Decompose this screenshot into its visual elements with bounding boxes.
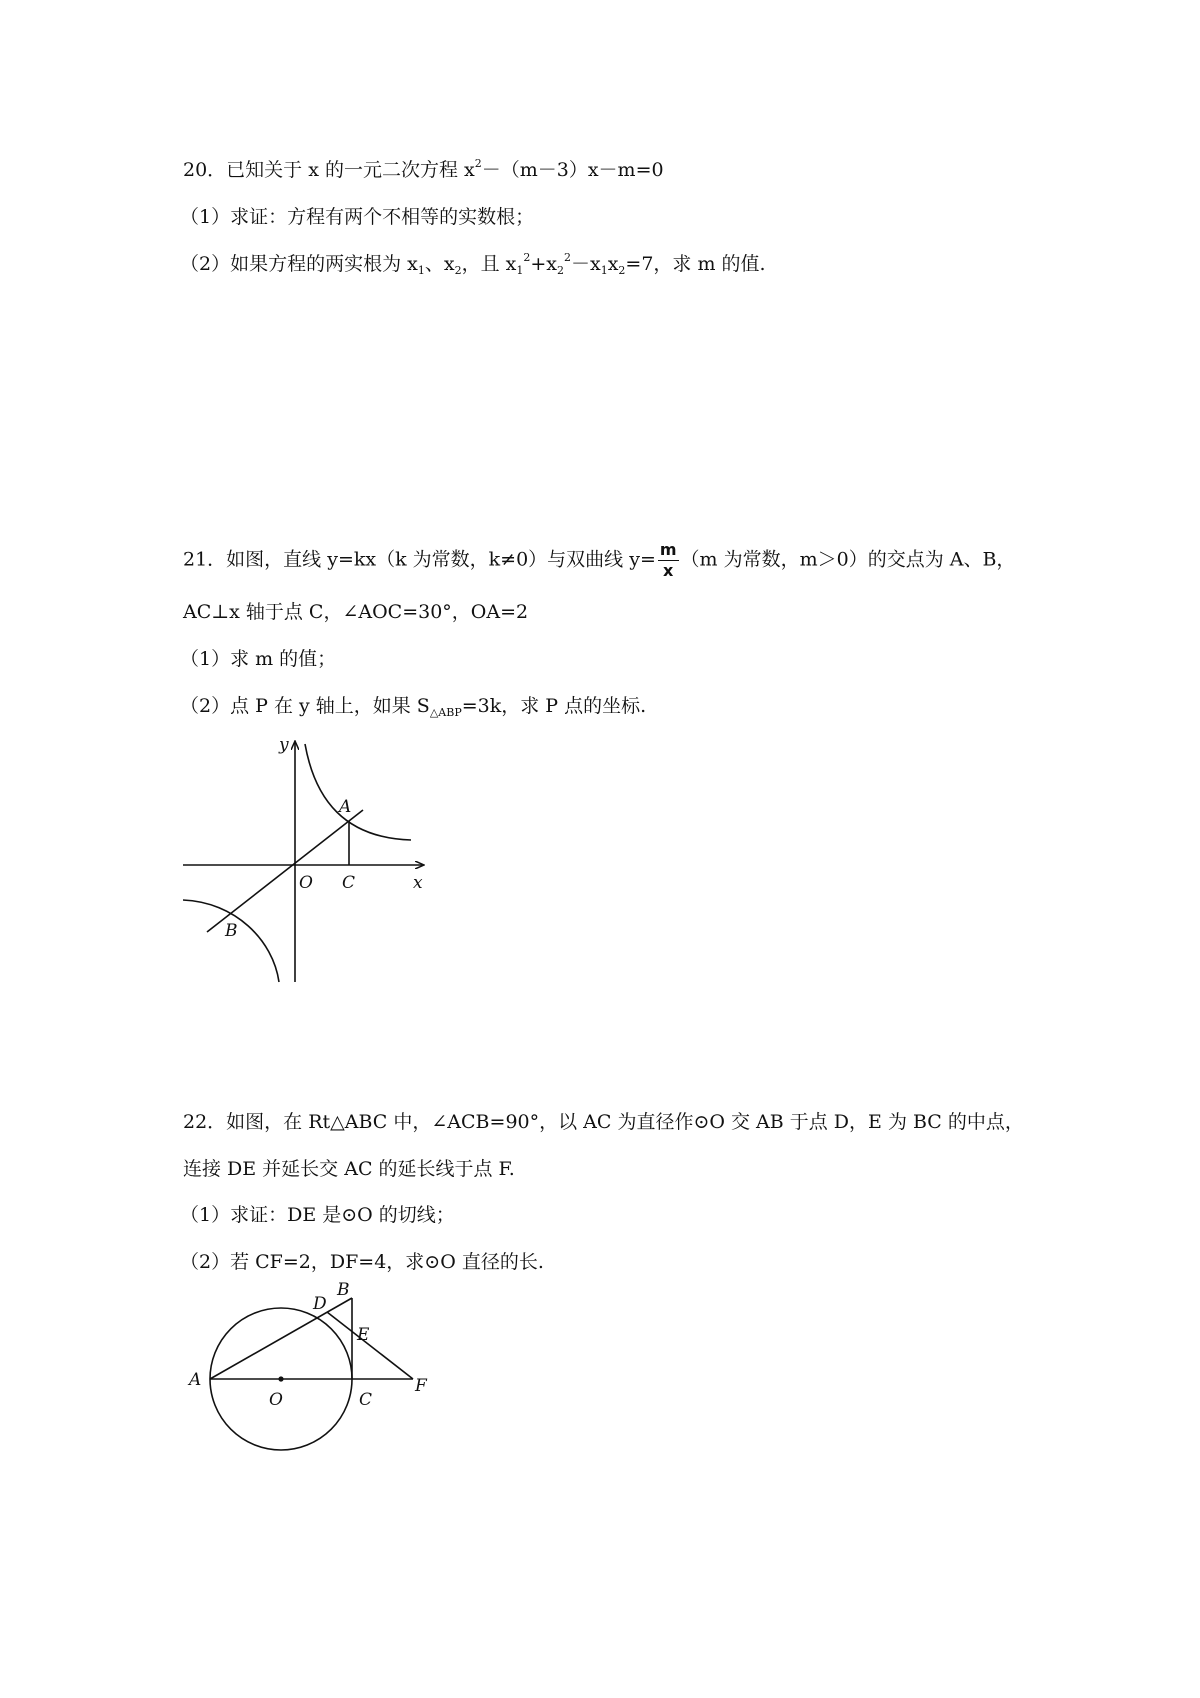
segment-AB <box>210 1298 352 1379</box>
label-C: C <box>359 1390 373 1410</box>
center-dot-O <box>278 1376 283 1381</box>
q20-stem: 20．已知关于 x 的一元二次方程 $x^2-(m-3)x-m=0$ <box>183 157 664 181</box>
label-A: A <box>339 797 352 817</box>
line-y-kx <box>207 810 363 932</box>
fraction-m-over-x: $\frac{m}{x}$ <box>659 540 677 580</box>
q22-figure <box>175 1275 445 1480</box>
q21-part2: （2）点 P 在 y 轴上，如果 $S_{\triangle ABP}=3k$，求 P 点的坐标. <box>180 695 647 719</box>
q20-part2: （2）如果方程的两实根为 $x_1$、$x_2$，且 $x_1^2+x_2^2-x_1x_2=7$，求 m 的值. <box>180 251 766 277</box>
segment-DF <box>327 1312 413 1379</box>
q22-part1: （1）求证：DE 是⊙O 的切线； <box>180 1204 455 1226</box>
label-y: y <box>279 735 289 755</box>
hyperbola-branch-first-quadrant <box>305 744 411 840</box>
label-O: O <box>269 1390 283 1410</box>
label-O: O <box>299 873 313 893</box>
label-x: x <box>413 873 423 893</box>
q21-figure <box>175 730 435 990</box>
label-B: B <box>225 921 238 941</box>
label-A: A <box>189 1370 202 1390</box>
q21-part1: （1）求 m 的值； <box>180 648 337 670</box>
q22-stem-line2: 连接 DE 并延长交 AC 的延长线于点 F. <box>183 1158 515 1180</box>
label-F: F <box>415 1376 427 1396</box>
label-B: B <box>337 1280 350 1300</box>
q21-stem-line1: 21．如图，直线 y=kx（k 为常数，k≠0）与双曲线 y= $\frac{m}{x}$ （m 为常数，m＞0）的交点为 A、B， <box>183 540 1016 580</box>
q21-stem-line2: AC⊥x 轴于点 C，∠AOC=30°，OA=2 <box>183 601 529 623</box>
q22-stem-line1: 22．如图，在 Rt△ABC 中，∠ACB=90°，以 AC 为直径作⊙O 交 AB 于点 D，E 为 BC 的中点， <box>183 1111 1024 1133</box>
label-D: D <box>313 1294 327 1314</box>
q20-part1: （1）求证：方程有两个不相等的实数根； <box>180 206 535 228</box>
q22-part2: （2）若 CF=2，DF=4，求⊙O 直径的长. <box>180 1251 544 1273</box>
label-C: C <box>342 873 356 893</box>
label-E: E <box>357 1325 370 1345</box>
